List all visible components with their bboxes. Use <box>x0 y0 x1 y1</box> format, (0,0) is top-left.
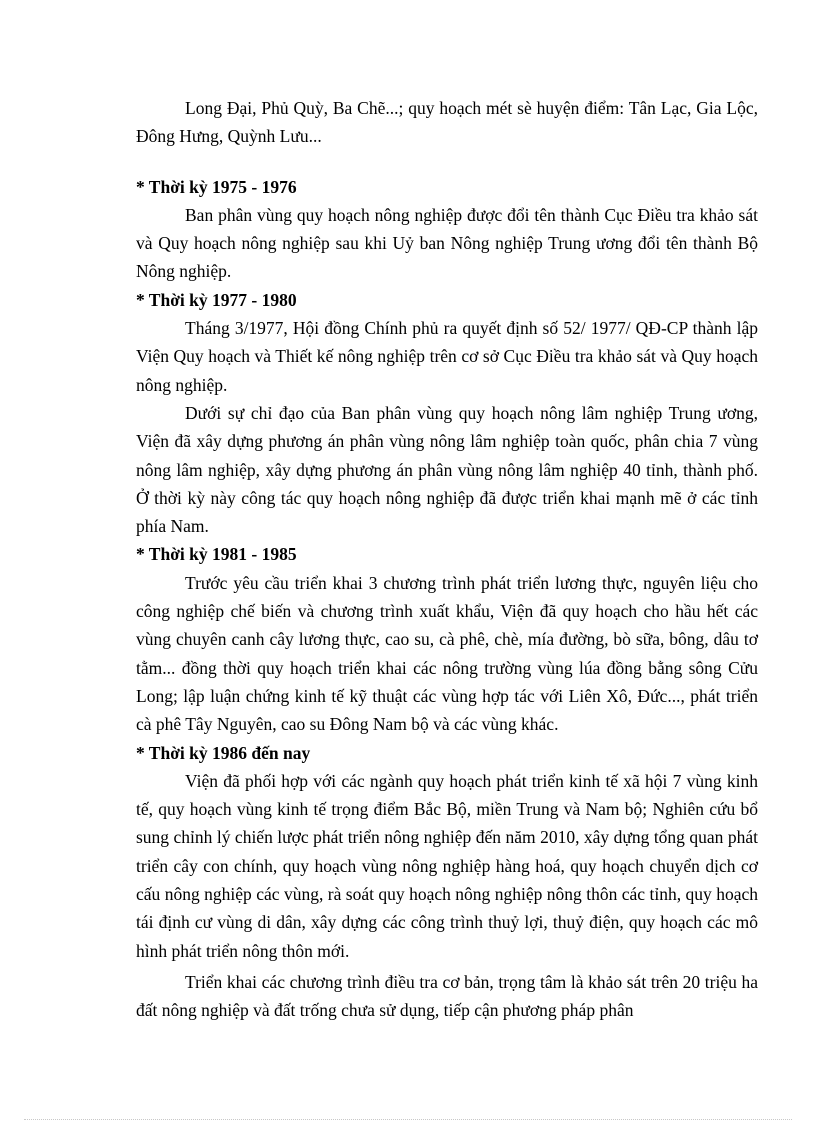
spacer <box>136 151 758 173</box>
paragraph-1981-1985: Trước yêu cầu triển khai 3 chương trình phát triển lương thực, nguyên liệu cho công nghiệp chế biến và chương trình xuất khẩu, Viện đã quy hoạch cho hầu hết các vùng chuyên canh cây lương thực, cao su, cà phê, chè, mía đường, bò sữa, bông, dâu tơ tằm... đồng thời quy hoạch triển khai các nông trường vùng lúa đồng bằng sông Cửu Long; lập luận chứng kinh tế kỹ thuật các vùng hợp tác với Liên Xô, Đức..., phát triển cà phê Tây Nguyên, cao su Đông Nam bộ và các vùng khác. <box>136 572 758 735</box>
paragraph-1986-present-a: Viện đã phối hợp với các ngành quy hoạch phát triển kinh tế xã hội 7 vùng kinh tế, quy hoạch vùng kinh tế trọng điểm Bắc Bộ, miền Trung và Nam bộ; Nghiên cứu bổ sung chỉnh lý chiến lược phát triển nông nghiệp đến năm 2010, xây dựng tổng quan phát triển cây con chính, quy hoạch vùng nông nghiệp hàng hoá, quy hoạch chuyển dịch cơ cấu nông nghiệp các vùng, rà soát quy hoạch nông nghiệp nông thôn các tỉnh, quy hoạch tái định cư vùng di dân, xây dựng các công trình thuỷ lợi, thuỷ điện, quy hoạch các mô hình phát triển nông thôn mới. <box>136 770 758 961</box>
section-heading-1981-1985: * Thời kỳ 1981 - 1985 <box>136 544 297 565</box>
paragraph-intro: Long Đại, Phủ Quỳ, Ba Chẽ...; quy hoạch mét sè huyện điểm: Tân Lạc, Gia Lộc, Đông Hưng, Quỳnh Lưu... <box>136 98 758 147</box>
paragraph-1975-1976: Ban phân vùng quy hoạch nông nghiệp được đổi tên thành Cục Điều tra khảo sát và Quy hoạch nông nghiệp sau khi Uỷ ban Nông nghiệp Trung ương đổi tên thành Bộ Nông nghiệp. <box>136 204 758 282</box>
section-heading-1986-present: * Thời kỳ 1986 đến nay <box>136 742 311 763</box>
section-heading-1977-1980: * Thời kỳ 1977 - 1980 <box>136 289 297 310</box>
section-heading-1975-1976: * Thời kỳ 1975 - 1976 <box>136 176 297 197</box>
page-bottom-divider <box>24 1119 792 1120</box>
paragraph-1986-present-b: Triển khai các chương trình điều tra cơ bản, trọng tâm là khảo sát trên 20 triệu ha đất nông nghiệp và đất trống chưa sử dụng, tiếp cận phương pháp phân <box>136 971 758 1021</box>
paragraph-1977-1980-a: Tháng 3/1977, Hội đồng Chính phủ ra quyết định số 52/ 1977/ QĐ-CP thành lập Viện Quy hoạch và Thiết kế nông nghiệp trên cơ sở Cục Điều tra khảo sát và Quy hoạch nông nghiệp. <box>136 318 758 395</box>
document-page <box>136 94 758 1025</box>
paragraph-1977-1980-b: Dưới sự chỉ đạo của Ban phân vùng quy hoạch nông lâm nghiệp Trung ương, Viện đã xây dựng phương án phân vùng nông lâm nghiệp toàn quốc, phân chia 7 vùng nông lâm nghiệp, xây dựng phương án phân vùng nông lâm nghiệp 40 tỉnh, thành phố. Ở thời kỳ này công tác quy hoạch nông nghiệp đã được triển khai mạnh mẽ ở các tỉnh phía Nam. <box>136 402 758 537</box>
